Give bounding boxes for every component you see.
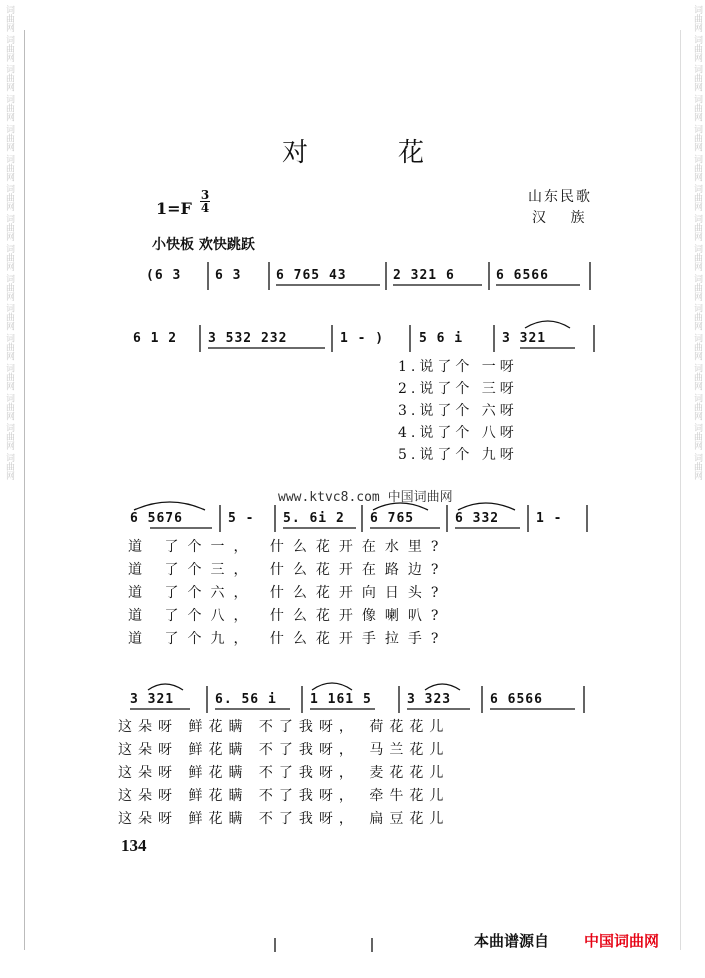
measure: 3 532 232 [208, 331, 288, 346]
measure: 1 161 5 [310, 692, 372, 707]
tempo-marking: 小快板 欢快跳跃 [152, 237, 255, 253]
slur [148, 684, 183, 690]
source-site-link[interactable]: 中国词曲网 [584, 932, 660, 950]
slur [425, 684, 460, 690]
measure: 2 321 6 [393, 268, 455, 283]
measure: 3 321 [130, 692, 175, 707]
measure: 6 765 [370, 511, 415, 526]
measure: 6 6566 [496, 268, 549, 283]
measure: 1 - [536, 511, 563, 526]
lyric-line: 这朵呀 鲜花瞒 不了我呀， 扁豆花儿 [118, 811, 450, 827]
song-title: 对花 [282, 138, 515, 168]
lyric-line: 1.说了个 一呀 [398, 359, 518, 375]
source-label: 本曲谱源自 [474, 932, 550, 950]
lyric-line: 3.说了个 六呀 [398, 403, 518, 419]
measure: 6 765 43 [276, 268, 347, 283]
slur [458, 503, 515, 510]
slur [312, 683, 352, 690]
right-watermark: 词曲网 词曲网 词曲网 词曲网 词曲网 词曲网 词曲网 词曲网 词曲网 词曲网 词曲网 词曲网 词曲网 词曲网 词曲网 词曲网 [692, 5, 702, 481]
lyric-line: 道 了个六， 什么花开向日头? [128, 585, 448, 601]
lyric-line: 这朵呀 鲜花瞒 不了我呀， 马兰花儿 [118, 742, 450, 758]
lyric-line: 这朵呀 鲜花瞒 不了我呀， 牵牛花儿 [118, 788, 450, 804]
measure: 3 321 [502, 331, 547, 346]
origin-label: 山东民歌 [528, 189, 592, 205]
measure: 5 6 i [419, 331, 464, 346]
lyric-line: 道 了个一， 什么花开在水里? [128, 539, 448, 555]
lyric-line: 4.说了个 八呀 [398, 425, 518, 441]
slur [525, 321, 570, 328]
measure: 6. 56 i [215, 692, 277, 707]
lyric-line: 道 了个三， 什么花开在路边? [128, 562, 448, 578]
ethnicity-label: 汉 族 [532, 210, 595, 226]
measure: (6 3 [146, 268, 182, 283]
slur [373, 503, 428, 510]
measure: 6 6566 [490, 692, 543, 707]
measure: 6 1 2 [133, 331, 178, 346]
measure: 1 - ) [340, 331, 385, 346]
lyric-line: 这朵呀 鲜花瞒 不了我呀， 荷花花儿 [118, 719, 450, 735]
left-watermark: 词曲网 词曲网 词曲网 词曲网 词曲网 词曲网 词曲网 词曲网 词曲网 词曲网 词曲网 词曲网 词曲网 词曲网 词曲网 词曲网 [4, 5, 14, 481]
lyric-line: 道 了个八， 什么花开像喇叭? [128, 608, 448, 624]
measure: 6 332 [455, 511, 500, 526]
measure: 6 3 [215, 268, 242, 283]
measure: 6 5676 [130, 511, 183, 526]
lyric-line: 5.说了个 九呀 [398, 447, 518, 463]
slur [134, 502, 205, 510]
lyric-line: 这朵呀 鲜花瞒 不了我呀， 麦花花儿 [118, 765, 450, 781]
lyric-line: 2.说了个 三呀 [398, 381, 518, 397]
page-number: 134 [121, 836, 147, 855]
measure: 5. 6i 2 [283, 511, 345, 526]
measure: 3 323 [407, 692, 452, 707]
measure: 5 - [228, 511, 255, 526]
website-watermark: www.ktvc8.com 中国词曲网 [278, 490, 453, 505]
key-signature: 1=F [156, 199, 192, 218]
time-signature: 3 4 [200, 188, 210, 215]
lyric-line: 道 了个九， 什么花开手拉手? [128, 631, 448, 647]
